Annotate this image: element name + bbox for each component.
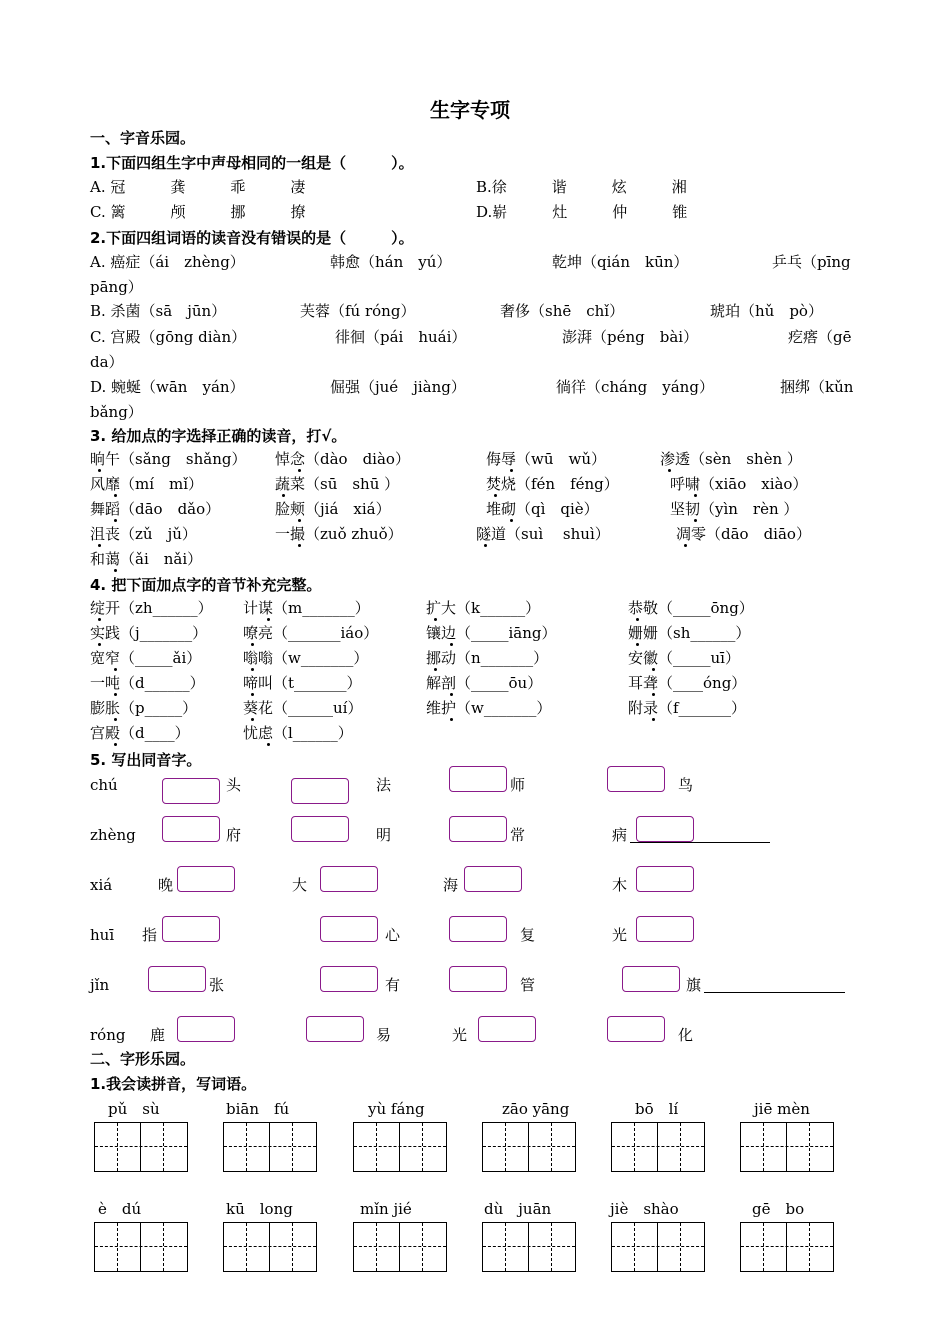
q4-item: 膨胀（p_____）: [90, 699, 198, 717]
q3-item: 凋零（dāo diāo）: [676, 525, 811, 543]
q3-item: 堆砌（qì qiè）: [486, 500, 599, 518]
q2-item: D. 蜿蜒（wān yán）: [90, 378, 245, 396]
q4-item: 宫殿（d____）: [90, 724, 190, 742]
writing-grid[interactable]: [353, 1122, 447, 1172]
q2-item: 疙瘩（gē: [788, 328, 852, 346]
pinyin-label: xiá: [90, 876, 113, 894]
char-label: 府: [226, 826, 242, 844]
emphasis-dot: [434, 668, 437, 671]
answer-box[interactable]: [478, 1016, 536, 1042]
emphasis-dot: [114, 668, 117, 671]
answer-box[interactable]: [291, 778, 349, 804]
writing-grid[interactable]: [740, 1122, 834, 1172]
answer-box[interactable]: [449, 816, 507, 842]
q2-item: 徜徉（cháng yáng）: [556, 378, 714, 396]
char-label: 法: [376, 776, 392, 794]
grid-pinyin: zāo yāng: [502, 1100, 570, 1118]
q4-item: 嗡嗡（w_______）: [243, 649, 369, 667]
emphasis-dot: [98, 643, 101, 646]
q3-item: 沮丧（zǔ jǔ）: [90, 525, 197, 543]
emphasis-dot: [668, 469, 671, 472]
q1-option-b: B.徐 谐 炫 湘: [476, 178, 687, 196]
answer-box[interactable]: [162, 778, 220, 804]
pinyin-label: chú: [90, 776, 118, 794]
q2-item: bǎng）: [90, 403, 143, 421]
q4-item: 解剖（_____ōu）: [426, 674, 543, 692]
grid-pinyin: pǔ sù: [108, 1100, 160, 1118]
char-label: 海: [443, 876, 459, 894]
char-label: 鸟: [678, 776, 694, 794]
q4-item: 一吨（d______）: [90, 674, 205, 692]
answer-box[interactable]: [320, 966, 378, 992]
answer-box[interactable]: [148, 966, 206, 992]
emphasis-dot: [98, 469, 101, 472]
emphasis-dot: [484, 544, 487, 547]
q3-item: 蔬菜（sū shū ）: [275, 475, 400, 493]
emphasis-dot: [114, 693, 117, 696]
char-label: 常: [510, 826, 526, 844]
q4-item: 恭敬（_____ōng）: [628, 599, 754, 617]
answer-box[interactable]: [622, 966, 680, 992]
q2-item: A. 癌症（ái zhèng）: [90, 253, 245, 271]
q3-item: 隧道（suì shuì）: [476, 525, 610, 543]
writing-grid[interactable]: [740, 1222, 834, 1272]
q1-stem: 1.下面四组生字中声母相同的一组是（ ）。: [90, 154, 414, 172]
char-label: 有: [385, 976, 401, 994]
q4-item: 附录（f_______）: [628, 699, 747, 717]
emphasis-dot: [652, 693, 655, 696]
writing-grid[interactable]: [611, 1122, 705, 1172]
answer-box[interactable]: [607, 1016, 665, 1042]
q1-option-c: C. 篱 颅 挪 撩: [90, 203, 306, 221]
pinyin-label: zhèng: [90, 826, 136, 844]
emphasis-dot: [251, 718, 254, 721]
char-label: 张: [209, 976, 225, 994]
s2-q1-stem: 1.我会读拼音，写词语。: [90, 1075, 257, 1093]
q4-item: 啼叫（t_______）: [243, 674, 362, 692]
section-2-heading: 二、字形乐园。: [90, 1050, 196, 1068]
pinyin-label: róng: [90, 1026, 126, 1044]
answer-box[interactable]: [464, 866, 522, 892]
char-label: 光: [452, 1026, 468, 1044]
q4-item: 镶边（_____iāng）: [426, 624, 557, 642]
emphasis-dot: [267, 618, 270, 621]
grid-pinyin: dù juān: [484, 1200, 552, 1218]
writing-grid[interactable]: [223, 1122, 317, 1172]
emphasis-dot: [694, 519, 697, 522]
char-label: 明: [376, 826, 392, 844]
q2-item: 澎湃（péng bài）: [562, 328, 699, 346]
q2-item: 乾坤（qián kūn）: [552, 253, 689, 271]
char-label: 光: [612, 926, 628, 944]
emphasis-dot: [298, 519, 301, 522]
q4-item: 耳聋（____óng）: [628, 674, 747, 692]
q2-item: B. 杀菌（sā jūn）: [90, 302, 227, 320]
answer-box[interactable]: [177, 1016, 235, 1042]
answer-box[interactable]: [636, 866, 694, 892]
char-label: 心: [385, 926, 401, 944]
section-1-heading: 一、字音乐园。: [90, 129, 196, 147]
answer-box[interactable]: [636, 816, 694, 842]
answer-box[interactable]: [162, 816, 220, 842]
writing-grid[interactable]: [611, 1222, 705, 1272]
q2-item: 奢侈（shē chǐ）: [500, 302, 625, 320]
answer-box[interactable]: [449, 966, 507, 992]
q4-item: 维护（w_______）: [426, 699, 552, 717]
grid-pinyin: bō lí: [635, 1100, 679, 1118]
answer-box[interactable]: [449, 916, 507, 942]
char-label: 指: [142, 926, 158, 944]
emphasis-dot: [494, 494, 497, 497]
answer-box[interactable]: [177, 866, 235, 892]
emphasis-dot: [114, 519, 117, 522]
q4-item: 宽窄（_____ǎi）: [90, 649, 202, 667]
emphasis-dot: [251, 643, 254, 646]
writing-grid[interactable]: [353, 1222, 447, 1272]
q3-item: 悼念（dào diào）: [275, 450, 410, 468]
emphasis-dot: [251, 668, 254, 671]
char-label: 头: [226, 776, 242, 794]
grid-pinyin: mǐn jié: [360, 1200, 412, 1218]
grid-pinyin: jiē mèn: [754, 1100, 810, 1118]
q2-item: 乒乓（pīng: [772, 253, 851, 271]
writing-grid[interactable]: [482, 1222, 576, 1272]
char-label: 晚: [158, 876, 174, 894]
grid-pinyin: biān fú: [226, 1100, 290, 1118]
q3-item: 风靡（mí mǐ）: [90, 475, 204, 493]
q4-item: 姗姗（sh______）: [628, 624, 751, 642]
q1-option-d: D.崭 灶 仲 锥: [476, 203, 688, 221]
q2-item: 琥珀（hǔ pò）: [710, 302, 823, 320]
emphasis-dot: [652, 668, 655, 671]
answer-box[interactable]: [162, 916, 220, 942]
answer-line[interactable]: [704, 992, 845, 993]
emphasis-dot: [282, 494, 285, 497]
emphasis-dot: [98, 618, 101, 621]
grid-pinyin: jiè shào: [610, 1200, 679, 1218]
emphasis-dot: [450, 643, 453, 646]
emphasis-dot: [450, 718, 453, 721]
answer-box[interactable]: [306, 1016, 364, 1042]
q3-item: 和蔼（ǎi nǎi）: [90, 550, 203, 568]
emphasis-dot: [251, 693, 254, 696]
q3-item: 呼啸（xiāo xiào）: [670, 475, 808, 493]
answer-box[interactable]: [320, 866, 378, 892]
q4-stem: 4. 把下面加点字的音节补充完整。: [90, 576, 322, 594]
char-label: 旗: [686, 976, 702, 994]
emphasis-dot: [450, 693, 453, 696]
answer-box[interactable]: [449, 766, 507, 792]
char-label: 鹿: [150, 1026, 166, 1044]
grid-pinyin: kū long: [226, 1200, 293, 1218]
q2-item: da）: [90, 353, 124, 371]
q4-item: 葵花（______uí）: [243, 699, 363, 717]
q4-item: 实践（j_______）: [90, 624, 208, 642]
q3-item: 舞蹈（dāo dǎo）: [90, 500, 221, 518]
char-label: 大: [292, 876, 308, 894]
char-label: 管: [520, 976, 536, 994]
emphasis-dot: [652, 718, 655, 721]
emphasis-dot: [114, 494, 117, 497]
answer-line[interactable]: [630, 842, 770, 843]
emphasis-dot: [636, 618, 639, 621]
answer-box[interactable]: [636, 916, 694, 942]
q3-item: 焚烧（fén féng）: [486, 475, 619, 493]
writing-grid[interactable]: [94, 1222, 188, 1272]
q4-item: 扩大（k______）: [426, 599, 541, 617]
q2-stem: 2.下面四组词语的读音没有错误的是（ ）。: [90, 229, 414, 247]
emphasis-dot: [298, 544, 301, 547]
emphasis-dot: [98, 544, 101, 547]
char-label: 病: [612, 826, 628, 844]
emphasis-dot: [694, 494, 697, 497]
q3-item: 渗透（sèn shèn ）: [660, 450, 802, 468]
q3-item: 晌午（sǎng shǎng）: [90, 450, 247, 468]
answer-box[interactable]: [291, 816, 349, 842]
char-label: 化: [678, 1026, 694, 1044]
q2-item: 徘徊（pái huái）: [335, 328, 467, 346]
q2-item: 韩愈（hán yú）: [330, 253, 452, 271]
q4-item: 忧虑（l______）: [243, 724, 353, 742]
emphasis-dot: [434, 618, 437, 621]
q3-item: 一撮（zuǒ zhuǒ）: [275, 525, 403, 543]
q2-item: C. 宫殿（gōng diàn）: [90, 328, 247, 346]
char-label: 木: [612, 876, 628, 894]
q4-item: 绽开（zh______）: [90, 599, 213, 617]
emphasis-dot: [636, 643, 639, 646]
answer-box[interactable]: [320, 916, 378, 942]
char-label: 复: [520, 926, 536, 944]
q4-item: 安徽（_____uī）: [628, 649, 740, 667]
q4-item: 嘹亮（_______iáo）: [243, 624, 379, 642]
pinyin-label: jǐn: [90, 976, 110, 994]
emphasis-dot: [267, 743, 270, 746]
emphasis-dot: [114, 743, 117, 746]
char-label: 师: [510, 776, 526, 794]
q3-item: 脸颊（jiá xiá）: [275, 500, 391, 518]
grid-pinyin: gē bo: [752, 1200, 805, 1218]
char-label: 易: [376, 1026, 392, 1044]
q4-item: 计谋（m_______）: [243, 599, 370, 617]
grid-pinyin: è dú: [98, 1200, 142, 1218]
writing-grid[interactable]: [223, 1222, 317, 1272]
grid-pinyin: yù fáng: [368, 1100, 425, 1118]
pinyin-label: huī: [90, 926, 115, 944]
q5-stem: 5. 写出同音字。: [90, 751, 202, 769]
emphasis-dot: [114, 718, 117, 721]
emphasis-dot: [114, 569, 117, 572]
emphasis-dot: [684, 544, 687, 547]
q3-stem: 3. 给加点的字选择正确的读音，打√。: [90, 427, 347, 445]
q2-item: 倔强（jué jiàng）: [330, 378, 466, 396]
emphasis-dot: [298, 469, 301, 472]
answer-box[interactable]: [607, 766, 665, 792]
q4-item: 挪动（n_______）: [426, 649, 549, 667]
page-title: 生字专项: [430, 98, 510, 122]
q2-item: 芙蓉（fú róng）: [300, 302, 416, 320]
writing-grid[interactable]: [482, 1122, 576, 1172]
emphasis-dot: [510, 469, 513, 472]
writing-grid[interactable]: [94, 1122, 188, 1172]
q2-item: 捆绑（kǔn: [780, 378, 854, 396]
q1-option-a: A. 冠 龚 乖 凄: [90, 178, 306, 196]
emphasis-dot: [510, 519, 513, 522]
q3-item: 侮辱（wū wǔ）: [486, 450, 607, 468]
q3-item: 坚韧（yìn rèn ）: [670, 500, 799, 518]
q2-item: pāng）: [90, 278, 143, 296]
